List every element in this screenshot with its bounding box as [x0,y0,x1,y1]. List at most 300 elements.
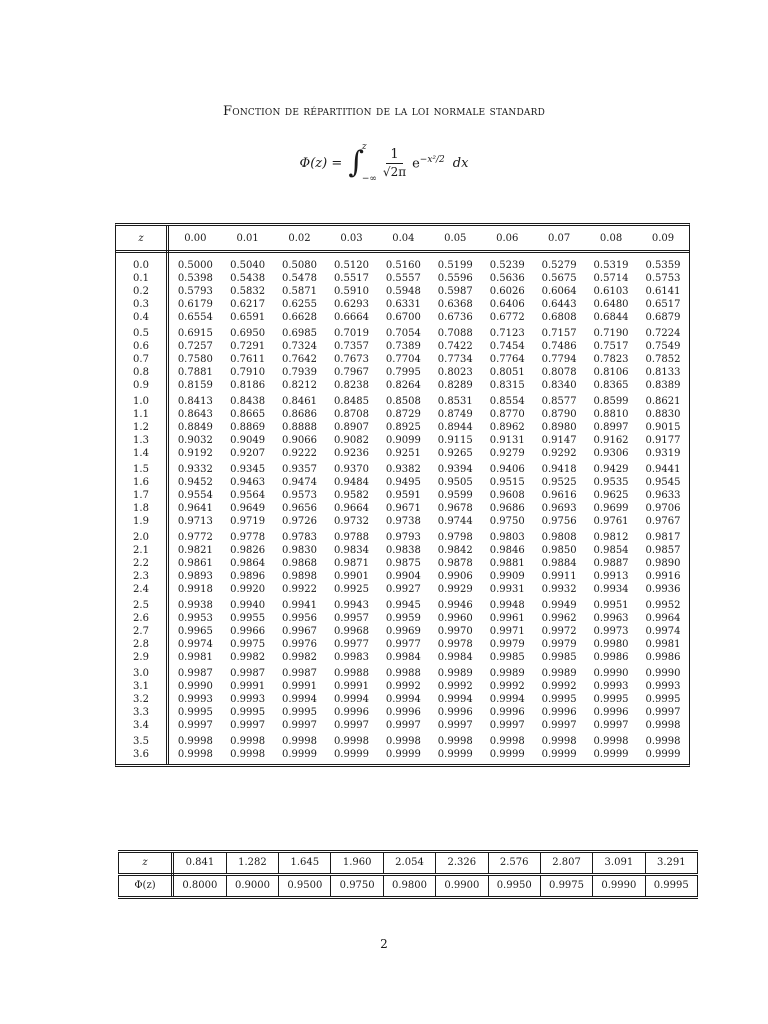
table-cell: 0.6480 [593,299,629,310]
table-cell: 0.9982 [230,652,266,663]
table-cell: 0.7642 [282,354,318,365]
table-cell: 0.9992 [437,681,473,692]
table-cell: 0.9992 [385,681,421,692]
table-cell: 0.9319 [645,448,681,459]
table-cell: 0.9999 [282,749,318,760]
table-row [116,408,689,421]
table-cell: 0.9987 [177,668,213,679]
table-cell: 0.9997 [437,720,473,731]
quantile-phi-cell: 0.9975 [540,875,592,897]
table-cell: 0.9222 [282,448,318,459]
header-z: z [116,226,168,252]
table-cell: 0.9993 [645,681,681,692]
table-row [116,476,689,489]
table-cell: 0.9633 [645,490,681,501]
table-cell: 0.7823 [593,354,629,365]
table-row [116,340,689,353]
table-cell: 0.9998 [645,720,681,731]
table-cell: 0.9998 [177,749,213,760]
table-cell: 0.9993 [177,694,213,705]
table-cell: 0.9972 [541,626,577,637]
integral [348,142,377,184]
table-cell: 0.9932 [541,584,577,595]
table-row [116,272,689,285]
table-cell: 0.9985 [489,652,525,663]
column-header: 0.03 [325,226,377,252]
table-cell: 0.9984 [385,652,421,663]
row-z-value: 0.2 [116,285,168,298]
table-cell: 0.9871 [333,558,369,569]
table-cell: 0.9994 [489,694,525,705]
table-cell: 0.9965 [177,626,213,637]
table-cell: 0.7389 [385,341,421,352]
column-header: 0.08 [585,226,637,252]
table-cell: 0.9995 [593,694,629,705]
table-cell: 0.9868 [282,558,318,569]
page-title: Fonction de répartition de la loi normale standard [223,104,545,119]
row-z-value: 1.8 [116,502,168,515]
table-cell: 0.8849 [177,422,213,433]
table-row [116,583,689,596]
table-cell: 0.6985 [282,328,318,339]
table-row [116,719,689,732]
lower-limit: −∞ [361,174,377,184]
row-z-value: 1.2 [116,421,168,434]
table-row [116,544,689,557]
quantile-phi-cell: 0.8000 [173,875,227,897]
row-z-value: 0.6 [116,340,168,353]
row-z-value: 2.8 [116,638,168,651]
table-cell: 0.7486 [541,341,577,352]
table-cell: 0.9994 [385,694,421,705]
table-cell: 0.9664 [333,503,369,514]
table-row [116,515,689,528]
table-cell: 0.9887 [593,558,629,569]
table-cell: 0.9881 [489,558,525,569]
table-cell: 0.9251 [385,448,421,459]
table-cell: 0.7257 [177,341,213,352]
table-cell: 0.8531 [437,396,473,407]
table-cell: 0.9906 [437,571,473,582]
table-cell: 0.7734 [437,354,473,365]
table-cell: 0.7995 [385,367,421,378]
table-cell: 0.9719 [230,516,266,527]
table-cell: 0.9582 [333,490,369,501]
exp-base: e [412,156,420,172]
table-cell: 0.9996 [593,707,629,718]
table-cell: 0.8925 [385,422,421,433]
table-cell: 0.5359 [645,260,681,271]
table-cell: 0.8051 [489,367,525,378]
table-cell: 0.9913 [593,571,629,582]
table-row [116,324,689,340]
table-cell: 0.8023 [437,367,473,378]
quantile-phi-cell: 0.9800 [383,875,435,897]
table-cell: 0.6879 [645,312,681,323]
table-cell: 0.7967 [333,367,369,378]
table-cell: 0.8708 [333,409,369,420]
table-cell: 0.7881 [177,367,213,378]
table-cell: 0.8665 [230,409,266,420]
table-cell: 0.9986 [593,652,629,663]
table-cell: 0.8365 [593,380,629,391]
table-cell: 0.9934 [593,584,629,595]
table-cell: 0.5871 [282,286,318,297]
table-cell: 0.5438 [230,273,266,284]
table-cell: 0.9940 [230,600,266,611]
table-cell: 0.9726 [282,516,318,527]
row-z-value: 1.7 [116,489,168,502]
table-cell: 0.9997 [333,720,369,731]
table-cell: 0.5000 [177,260,213,271]
table-cell: 0.9821 [177,545,213,556]
table-cell: 0.9999 [333,749,369,760]
table-cell: 0.8770 [489,409,525,420]
table-cell: 0.9995 [282,707,318,718]
table-cell: 0.8962 [489,422,525,433]
table-cell: 0.9975 [230,639,266,650]
table-row [116,311,689,324]
table-cell: 0.9878 [437,558,473,569]
table-row [116,638,689,651]
table-cell: 0.9744 [437,516,473,527]
row-z-value: 2.1 [116,544,168,557]
table-cell: 0.6736 [437,312,473,323]
table-cell: 0.6406 [489,299,525,310]
row-z-value: 3.3 [116,706,168,719]
table-cell: 0.7123 [489,328,525,339]
table-cell: 0.5596 [437,273,473,284]
table-cell: 0.9981 [177,652,213,663]
quantile-grid [118,853,698,896]
table-cell: 0.7291 [230,341,266,352]
row-z-value: 2.5 [116,596,168,612]
table-cell: 0.9966 [230,626,266,637]
row-z-value: 2.9 [116,651,168,664]
table-cell: 0.9974 [177,639,213,650]
row-z-value: 1.1 [116,408,168,421]
table-cell: 0.9616 [541,490,577,501]
table-cell: 0.7704 [385,354,421,365]
table-cell: 0.9998 [385,736,421,747]
table-cell: 0.9971 [489,626,525,637]
normal-cdf-table [115,223,690,767]
table-cell: 0.9495 [385,477,421,488]
table-cell: 0.9826 [230,545,266,556]
table-cell: 0.9980 [593,639,629,650]
table-cell: 0.9999 [437,749,473,760]
table-row [116,596,689,612]
table-cell: 0.8686 [282,409,318,420]
table-cell: 0.9474 [282,477,318,488]
table-cell: 0.7088 [437,328,473,339]
table-row [116,528,689,544]
table-cell: 0.9265 [437,448,473,459]
table-cell: 0.9967 [282,626,318,637]
table-cell: 0.6064 [541,286,577,297]
table-cell: 0.8238 [333,380,369,391]
table-cell: 0.9953 [177,613,213,624]
quantile-z-label: z [119,853,173,875]
table-cell: 0.9968 [333,626,369,637]
table-cell: 0.8461 [282,396,318,407]
table-cell: 0.7611 [230,354,266,365]
table-row [116,651,689,664]
table-row [116,353,689,366]
row-z-value: 1.4 [116,447,168,460]
table-row [116,379,689,392]
table-row [116,489,689,502]
table-cell: 0.9998 [177,736,213,747]
table-cell: 0.9964 [645,613,681,624]
table-cell: 0.9875 [385,558,421,569]
table-cell: 0.9842 [437,545,473,556]
table-cell: 0.7794 [541,354,577,365]
table-cell: 0.7454 [489,341,525,352]
table-cell: 0.8106 [593,367,629,378]
row-z-value: 0.8 [116,366,168,379]
table-cell: 0.7517 [593,341,629,352]
quantile-z-cell: 0.841 [173,853,227,875]
table-cell: 0.9916 [645,571,681,582]
table-cell: 0.9995 [645,694,681,705]
quantile-z-cell: 3.291 [645,853,697,875]
table-cell: 0.5239 [489,260,525,271]
table-cell: 0.5478 [282,273,318,284]
table-row [116,748,689,764]
table-cell: 0.9991 [333,681,369,692]
table-cell: 0.9988 [333,668,369,679]
table-cell: 0.9625 [593,490,629,501]
row-z-value: 3.2 [116,693,168,706]
table-cell: 0.9992 [489,681,525,692]
table-cell: 0.9949 [541,600,577,611]
table-cell: 0.9693 [541,503,577,514]
cdf-table [116,226,689,764]
table-cell: 0.9989 [541,668,577,679]
table-cell: 0.7580 [177,354,213,365]
quantile-z-cell: 1.282 [226,853,278,875]
table-cell: 0.9956 [282,613,318,624]
table-cell: 0.9983 [333,652,369,663]
table-row [116,366,689,379]
table-cell: 0.5636 [489,273,525,284]
table-cell: 0.9920 [230,584,266,595]
table-cell: 0.9429 [593,464,629,475]
table-row [116,285,689,298]
table-cell: 0.5279 [541,260,577,271]
table-cell: 0.9996 [385,707,421,718]
table-cell: 0.7224 [645,328,681,339]
table-row [116,392,689,408]
table-row [116,732,689,748]
column-header: 0.07 [533,226,585,252]
table-cell: 0.5753 [645,273,681,284]
table-row [116,570,689,583]
table-cell: 0.9991 [230,681,266,692]
table-cell: 0.9936 [645,584,681,595]
table-cell: 0.9996 [541,707,577,718]
table-cell: 0.9032 [177,435,213,446]
table-cell: 0.9678 [437,503,473,514]
table-cell: 0.9938 [177,600,213,611]
row-z-value: 2.6 [116,612,168,625]
quantile-phi-label: Φ(z) [119,875,173,897]
table-cell: 0.8340 [541,380,577,391]
table-cell: 0.9979 [489,639,525,650]
table-cell: 0.9452 [177,477,213,488]
table-cell: 0.5040 [230,260,266,271]
table-cell: 0.9699 [593,503,629,514]
table-cell: 0.7852 [645,354,681,365]
table-cell: 0.8621 [645,396,681,407]
table-row [116,502,689,515]
table-row [116,625,689,638]
row-z-value: 0.0 [116,252,168,273]
column-header: 0.04 [377,226,429,252]
table-cell: 0.9918 [177,584,213,595]
table-cell: 0.9192 [177,448,213,459]
table-cell: 0.9995 [541,694,577,705]
table-cell: 0.9976 [282,639,318,650]
table-cell: 0.7019 [333,328,369,339]
table-cell: 0.9992 [541,681,577,692]
column-header: 0.09 [637,226,689,252]
table-cell: 0.9345 [230,464,266,475]
table-cell: 0.9484 [333,477,369,488]
table-cell: 0.9535 [593,477,629,488]
page-number: 2 [380,937,388,951]
column-header: 0.02 [274,226,326,252]
quantile-phi-cell: 0.9900 [436,875,488,897]
row-z-value: 3.5 [116,732,168,748]
table-cell: 0.6103 [593,286,629,297]
table-cell: 0.9772 [177,532,213,543]
table-row [116,434,689,447]
table-cell: 0.9279 [489,448,525,459]
table-cell: 0.9997 [282,720,318,731]
table-cell: 0.9812 [593,532,629,543]
table-cell: 0.5987 [437,286,473,297]
table-row [116,693,689,706]
table-cell: 0.8643 [177,409,213,420]
table-cell: 0.9564 [230,490,266,501]
table-cell: 0.9922 [282,584,318,595]
table-cell: 0.9686 [489,503,525,514]
table-cell: 0.9783 [282,532,318,543]
table-cell: 0.6443 [541,299,577,310]
table-cell: 0.7549 [645,341,681,352]
column-header: 0.00 [168,226,222,252]
table-row [116,298,689,311]
table-cell: 0.9554 [177,490,213,501]
table-cell: 0.9987 [282,668,318,679]
row-z-value: 2.7 [116,625,168,638]
row-z-value: 1.3 [116,434,168,447]
table-cell: 0.9817 [645,532,681,543]
table-cell: 0.6368 [437,299,473,310]
table-cell: 0.9207 [230,448,266,459]
table-cell: 0.9985 [541,652,577,663]
quantile-phi-cell: 0.9995 [645,875,697,897]
table-cell: 0.9943 [333,600,369,611]
table-cell: 0.6179 [177,299,213,310]
table-cell: 0.9767 [645,516,681,527]
table-cell: 0.8980 [541,422,577,433]
table-cell: 0.9911 [541,571,577,582]
table-cell: 0.9997 [541,720,577,731]
table-cell: 0.9998 [282,736,318,747]
table-cell: 0.9798 [437,532,473,543]
table-cell: 0.9904 [385,571,421,582]
table-cell: 0.9941 [282,600,318,611]
quantile-phi-cell: 0.9950 [488,875,540,897]
table-row [116,447,689,460]
table-cell: 0.6026 [489,286,525,297]
table-cell: 0.8810 [593,409,629,420]
table-cell: 0.6217 [230,299,266,310]
table-cell: 0.9793 [385,532,421,543]
table-cell: 0.9978 [437,639,473,650]
table-cell: 0.9778 [230,532,266,543]
table-cell: 0.5160 [385,260,421,271]
table-cell: 0.8869 [230,422,266,433]
quantile-phi-cell: 0.9500 [279,875,331,897]
table-cell: 0.5910 [333,286,369,297]
table-cell: 0.8577 [541,396,577,407]
table-cell: 0.5080 [282,260,318,271]
table-cell: 0.9999 [645,749,681,760]
table-cell: 0.9641 [177,503,213,514]
table-cell: 0.9970 [437,626,473,637]
table-cell: 0.9525 [541,477,577,488]
exponential [412,155,445,171]
table-cell: 0.9990 [593,668,629,679]
table-cell: 0.9991 [282,681,318,692]
table-cell: 0.8078 [541,367,577,378]
table-cell: 0.9306 [593,448,629,459]
table-cell: 0.8315 [489,380,525,391]
row-z-value: 0.1 [116,272,168,285]
table-row [116,680,689,693]
table-cell: 0.9997 [385,720,421,731]
table-cell: 0.9082 [333,435,369,446]
table-cell: 0.9999 [489,749,525,760]
table-cell: 0.9931 [489,584,525,595]
table-cell: 0.9984 [437,652,473,663]
table-cell: 0.9162 [593,435,629,446]
table-cell: 0.6700 [385,312,421,323]
quantile-z-cell: 2.326 [436,853,488,875]
table-cell: 0.8997 [593,422,629,433]
table-cell: 0.6141 [645,286,681,297]
table-cell: 0.5714 [593,273,629,284]
table-cell: 0.9989 [437,668,473,679]
table-cell: 0.9898 [282,571,318,582]
quantile-z-cell: 1.960 [331,853,383,875]
table-cell: 0.5120 [333,260,369,271]
table-cell: 0.9756 [541,516,577,527]
table-cell: 0.9463 [230,477,266,488]
table-cell: 0.9890 [645,558,681,569]
quantile-z-cell: 2.054 [383,853,435,875]
table-cell: 0.9147 [541,435,577,446]
fraction [383,147,406,179]
table-cell: 0.9370 [333,464,369,475]
table-cell: 0.8729 [385,409,421,420]
table-cell: 0.9993 [593,681,629,692]
column-header: 0.01 [222,226,274,252]
